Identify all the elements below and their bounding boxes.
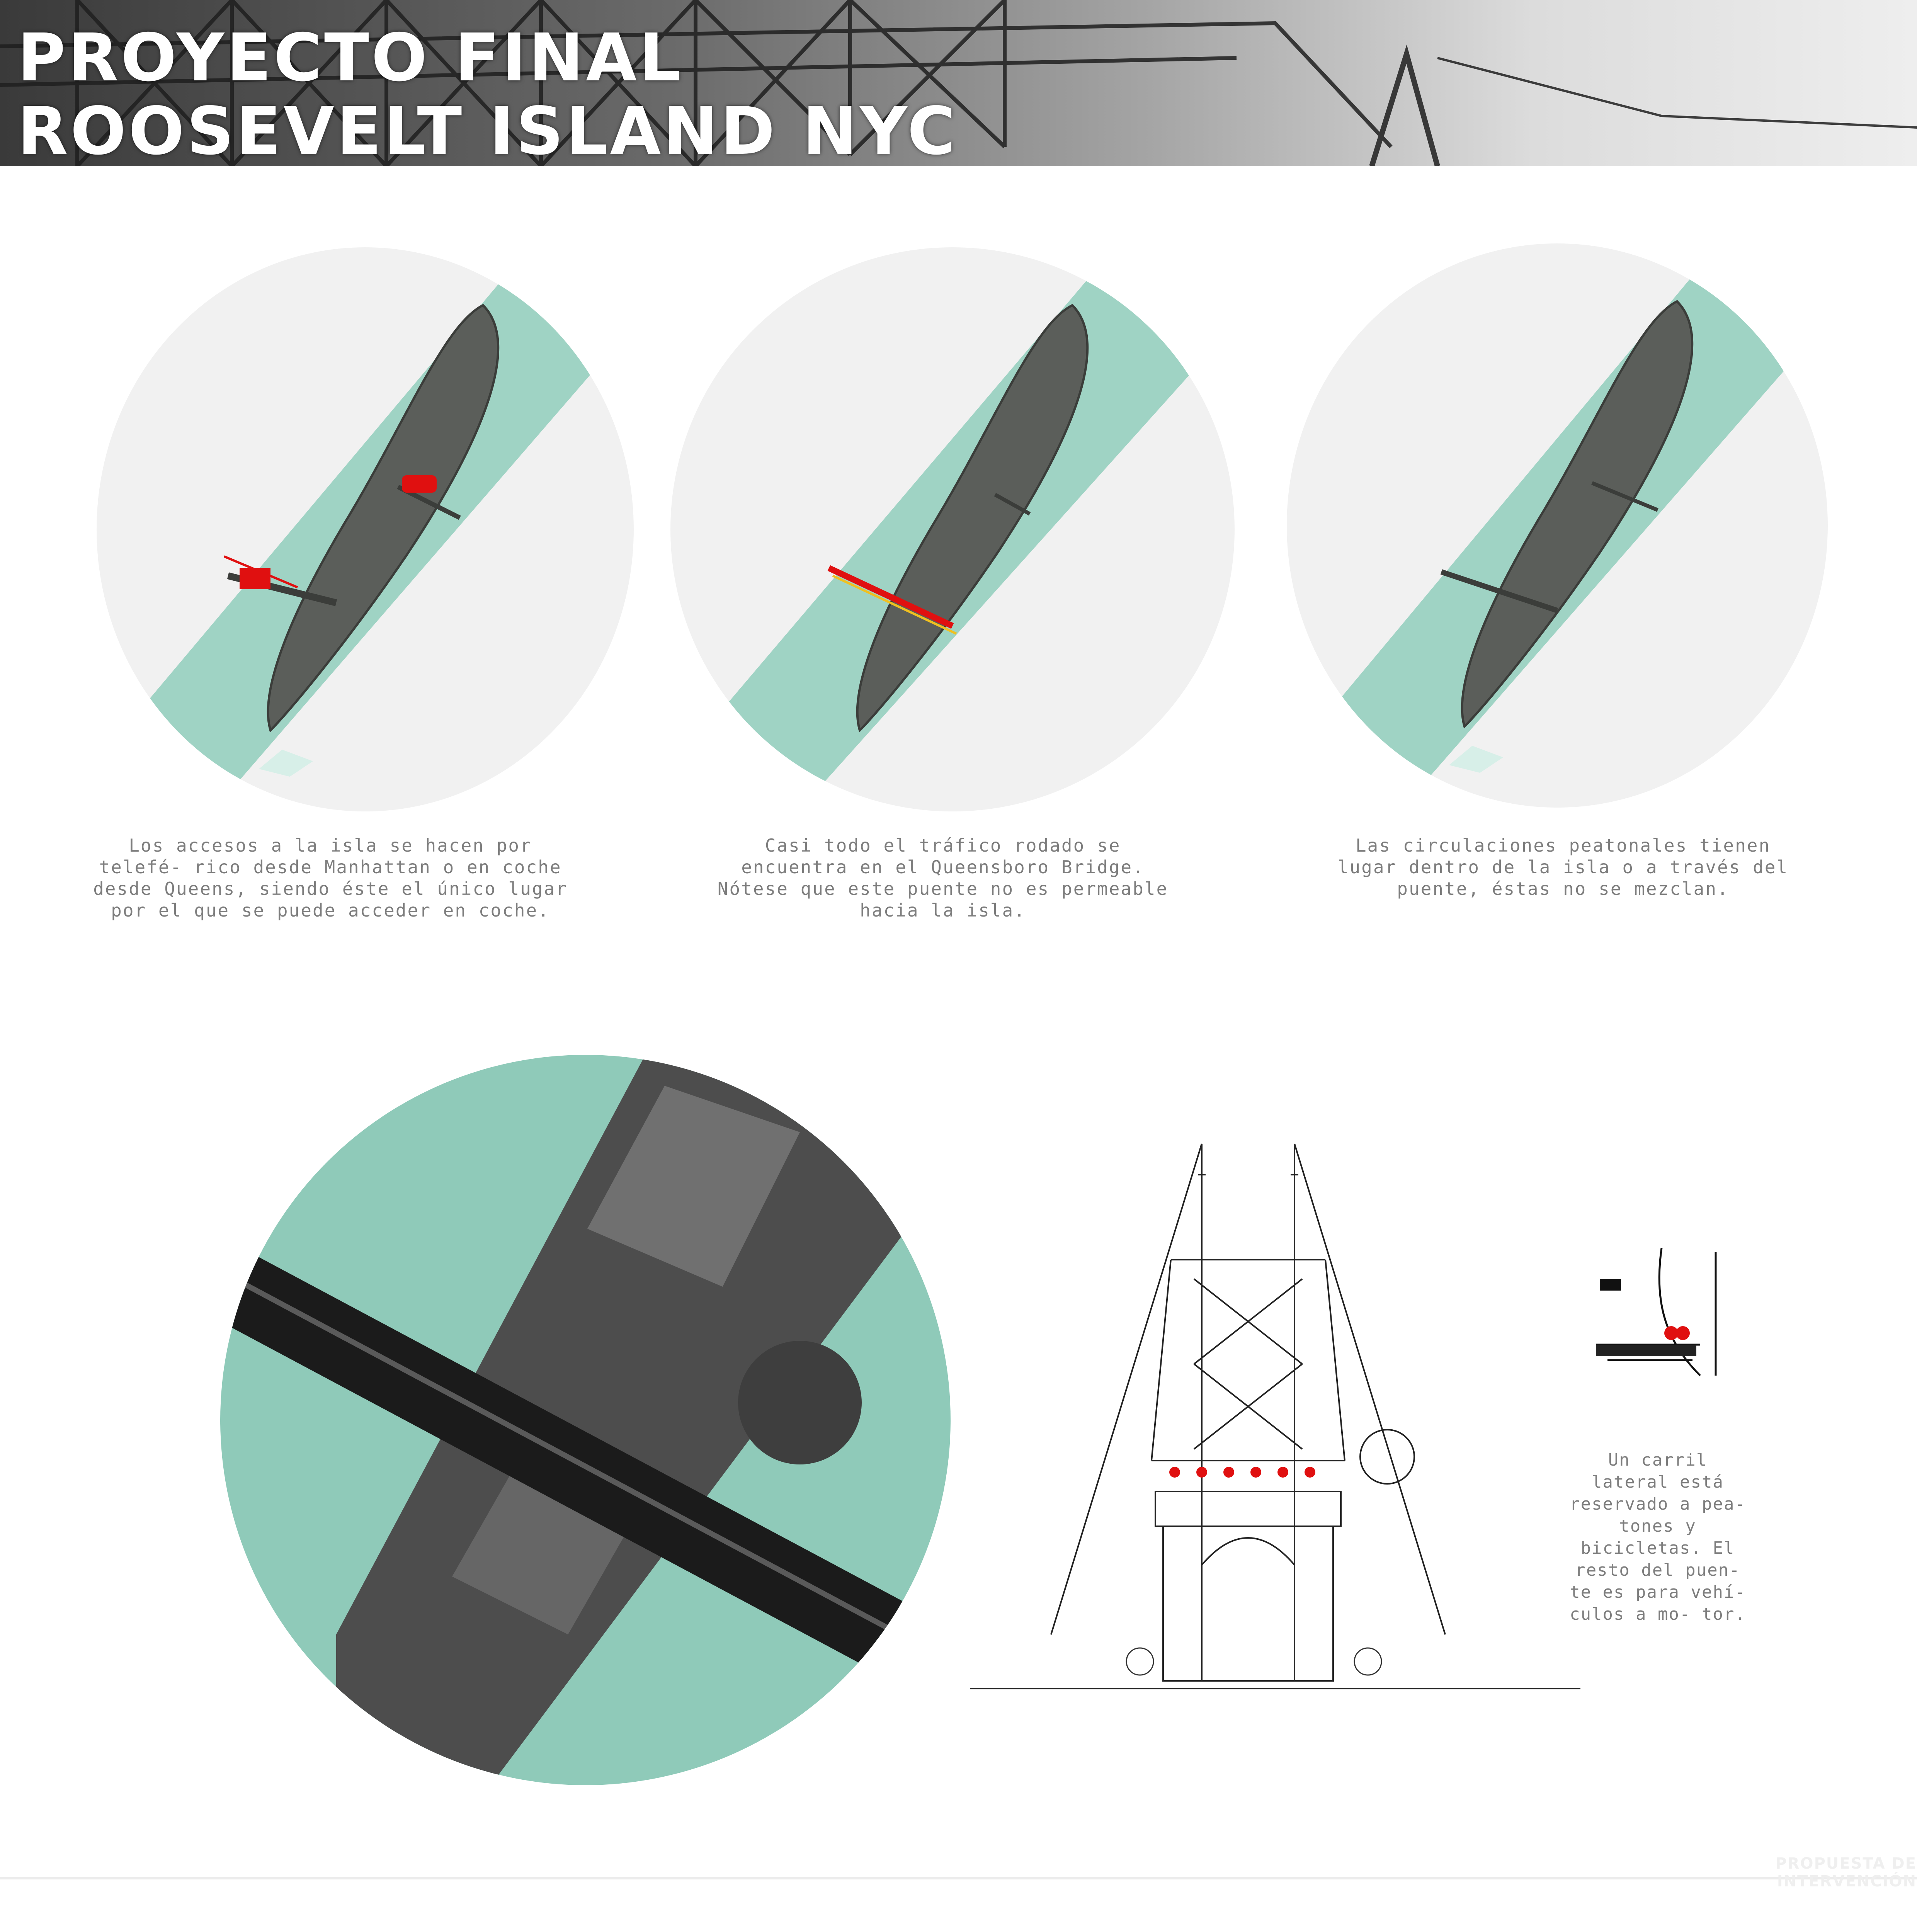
- section-label: PROPUESTA DE INTERVENCIÓN: [1775, 1855, 1917, 1890]
- caption-pedestrian: Las circulaciones peatonales tienen lugar dentro de la isla o a través del puente, éstas no se mezclan.: [1337, 835, 1789, 899]
- bridge-tower-elevation: [970, 1132, 1580, 1692]
- aerial-bridge-photo: [220, 1055, 951, 1785]
- car-icon: [402, 475, 437, 493]
- island-map-access: [97, 247, 634, 811]
- cable-car-icon: [240, 568, 270, 589]
- project-subtitle: ROOSEVELT ISLAND NYC: [17, 93, 958, 170]
- island-map-pedestrian: [1287, 243, 1828, 808]
- project-title: PROYECTO FINAL: [17, 20, 684, 96]
- caption-traffic: Casi todo el tráfico rodado se encuentra en el Queensboro Bridge. Nótese que este puente no es permeable hacia la isla.: [717, 835, 1169, 921]
- section-divider: [0, 1877, 1917, 1879]
- pedestrian-lane-note: Un carril lateral está reservado a pea- tones y bicicletas. El resto del puen- te es para vehí- culos a mo- tor.: [1570, 1450, 1746, 1624]
- caption-access: Los accesos a la isla se hacen por telefé- rico desde Manhattan o en coche desde Queens, siendo éste el único lugar por el que se puede acceder en coche.: [93, 835, 568, 921]
- island-map-traffic: [670, 247, 1235, 811]
- pedestrian-lane-detail: [1584, 1244, 1739, 1395]
